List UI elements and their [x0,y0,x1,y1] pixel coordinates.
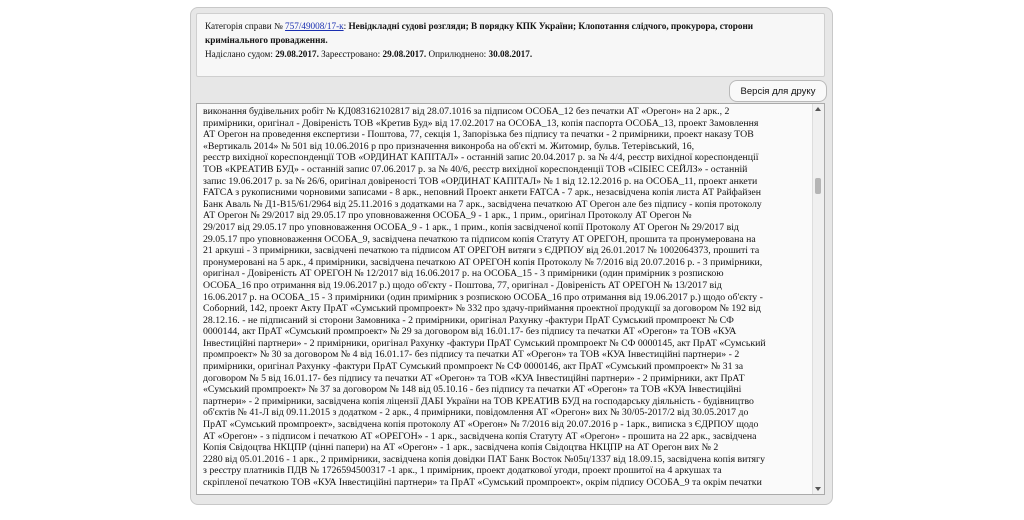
document-line: FATCA з рукописними чорновими записами - 8 арк., неповний Проект анкети FATCA - 7 арк., незасвідчена копія листа АТ Райфайзен [203,187,761,199]
document-line: примірники, оригінал - Довіреність ТОВ «Кретив Буд» від 17.02.2017 на ОСОБА_13, копія паспорта ОСОБА_13, проект Замовлення [203,117,759,129]
case-meta-box [196,13,825,77]
document-line: об'єктів № 41-Л від 09.11.2015 з додатком - 2 арк., 4 примірники, повідомлення АТ «Орегон» вих № 30/05-2017/2 від 30.05.2017 до [203,407,749,419]
document-text-area[interactable] [196,103,825,495]
registered-date: 29.08.2017. [382,49,427,59]
document-line: «Сумський промпроект» № 37 за договором № 148 від 05.10.16 - без підпису та печатки АТ «Орегон» та ТОВ «КУА Інвестиційні [203,384,742,396]
case-dates-line [205,47,816,61]
published-label: Оприлюднено: [428,49,487,59]
document-line: Копія Свідоцтва НКЦПР (цінні папери) на АТ «Орегон» - 1 арк., засвідчена копія Свідоцтва НКЦПР на АТ Орегон вих № 2 [203,442,719,454]
document-line: з реєстру платників ПДВ № 1726594500317 -1 арк., 1 примірник, проект додаткової угоди, проект прошитої на 4 аркушах та [203,465,722,477]
document-line: реєстр вихідної кореспонденції ТОВ «ОРДИНАТ КАПІТАЛ» - останній запис 20.04.2017 р. за № 4/4, реєстр вихідної кореспонденції [203,152,759,164]
document-line: 28.12.16. - не підписаний зі сторони Замовника - 2 примірники, оригінал Рахунку -фактури ПрАТ Сумський промпроект № СФ [203,314,734,326]
document-line: 2280 від 05.01.2016 - 1 арк., 2 примірники, засвідчена копія довідки ПАТ Банк Восток №05ц/1337 від 18.09.15, засвідчена копія витягу [203,453,765,465]
case-number-link[interactable]: 757/49008/17-к [285,21,344,31]
document-line: 29/2017 від 29.05.17 про уповноваження ОСОБА_9 - 1 арк., 1 прим., копія засвідченої копії Протоколу АТ Орегон № 29/2017 від [203,221,739,233]
document-panel [190,7,833,505]
document-line: запис 19.06.2017 р. за № 26/6, оригінал довіреності ТОВ «ОРДИНАТ КАПІТАЛ» № 1 від 12.12.2016 р. на ОСОБА_11, проект анкети [203,175,758,187]
vertical-scrollbar[interactable] [812,104,824,494]
document-line: «Вертикаль 2014» № 501 від 10.06.2016 р про призначення виконроба на об'єкті м. Житомир, бульв. Тетерівський, 16, [203,140,695,152]
document-line: ТОВ «КРЕАТИВ БУД» - останній запис 07.06.2017 р. за № 40/6, реєстр вихідної кореспонденції ТОВ «СІБІЕС СЕЙЛЗ» - останній [203,163,748,175]
document-line: АТ Орегон № 29/2017 від 29.05.17 про уповноваження ОСОБА_9 - 1 арк., 1 прим., оригінал Протоколу АТ Орегон № [203,210,692,222]
case-category-line: Категорія справи № 757/49008/17-к: Невідкладні судові розгляди; В порядку КПК України; Клопотання слідчого, прокурора, сторони кримінального провадження. [205,21,754,45]
document-line: пронумеровані на 5 арк., 4 примірники, засвідчена печаткою АТ ОРЕГОН копія Протоколу № 7/2016 від 20.07.2016 р. - 3 примірники, [203,256,763,268]
document-line: АТ Орегон на проведення експертизи - Поштова, 77, секція 1, Запорізька без підпису та печатки - 2 примірники, проект наказу ТОВ [203,129,754,141]
scroll-down-icon[interactable] [815,487,821,491]
sent-label: Надіслано судом: [205,49,273,59]
scroll-thumb[interactable] [815,178,821,194]
sent-date: 29.08.2017. [275,49,319,59]
registered-label: Зареєстровано: [321,49,381,59]
document-line: промпроект» № 30 за договором № 4 від 16.01.17- без підпису та печатки АТ «Орегон» та ТОВ «КУА Інвестиційні партнери» - 2 [203,349,740,361]
document-text [203,106,811,489]
document-line: 29.05.17 про уповноваження ОСОБА_9, засвідчена печаткою та підписом копія Статуту АТ ОРЕГОН, прошита та пронумерована на [203,233,756,245]
scroll-up-icon[interactable] [815,107,821,111]
print-version-button[interactable]: Версія для друку [729,80,827,102]
document-line: ОСОБА_16 про отримання від 19.06.2017 р.) щодо об'єкту - Поштова, 77, оригінал - Довіреність АТ ОРЕГОН № 13/2017 від [203,279,722,291]
document-line: виконання будівельних робіт № КД083162102817 від 28.07.1016 за підписом ОСОБА_12 без печатки АТ «Орегон» на 2 арк., 2 [203,106,730,117]
published-date: 30.08.2017. [488,49,533,59]
document-line: примірники, оригінал Рахунку -фактури ПрАТ Сумський промпроект № СФ 0000146, акт ПрАТ «Сумський промпроект» № 31 за [203,361,744,373]
document-line: 16.06.2017 р. на ОСОБА_15 - 3 примірники (один примірник з розпискою ОСОБА_16 про отримання від 19.06.2017 р.) щодо об'єкту - [203,291,763,303]
document-line: Інвестиційні партнери» - 2 примірники, оригінал Рахунку -фактури ПрАТ Сумський промпроект № СФ 0000145, акт ПрАТ «Сумський [203,337,766,349]
document-line: АТ «Орегон» - з підписом і печаткою АТ «ОРЕГОН» - 1 арк., засвідчена копія Статуту АТ «Орегон» - прошита на 22 арк., засвідчена [203,430,757,442]
category-path: Невідкладні судові розгляди; В порядку КПК України; Клопотання слідчого, прокурора, сторони кримінального провадження. [205,21,754,45]
document-line: 21 аркуші - 3 примірники, засвідчені печаткою та підписом АТ ОРЕГОН витяги з ЄДРПОУ від 26.01.2017 № 1002064373, прошиті та [203,245,760,257]
document-line: ПрАТ «Сумський промпроект», засвідчена копія протоколу АТ «Орегон» № 7/2016 від 20.07.2016 р - 1арк., виписка з ЄДРПОУ щодо [203,419,759,431]
document-line: Соборний, 142, проект Акту ПрАТ «Сумський промпроект» № 332 про здачу-приймання проектної продукції за договором № 192 від [203,303,761,315]
document-line: Банк Аваль № Д1-В15/61/2964 від 25.11.2016 з додатками на 7 арк., засвідчена печаткою АТ Орегон але без підпису - копія протоколу [203,198,762,210]
document-line: скріпленої печаткою ТОВ «КУА Інвестиційні партнери» та ПрАТ «Сумський промпроект», окрім підпису ОСОБА_9 та окрім печатки [203,477,762,488]
document-line: оригінал - Довіреність АТ ОРЕГОН № 12/2017 від 16.06.2017 р. на ОСОБА_15 - 3 примірники (один примірник з розпискою [203,268,724,280]
document-line: 0000144, акт ПрАТ «Сумський промпроект» № 29 за договором від 16.01.17- без підпису та печатки АТ «Орегон» та ТОВ «КУА [203,326,737,338]
document-line: партнери» - 2 примірники, засвідчена копія ліцензії ДАБІ України на ТОВ КРЕАТИВ БУД на господарську діяльність - будівництво [203,395,754,407]
document-line: договором № 5 від 16.01.17- без підпису та печатки АТ «Орегон» та ТОВ «КУА Інвестиційні партнери» - 2 примірники, акт ПрАТ [203,372,745,384]
category-label: Категорія справи № [205,21,283,31]
